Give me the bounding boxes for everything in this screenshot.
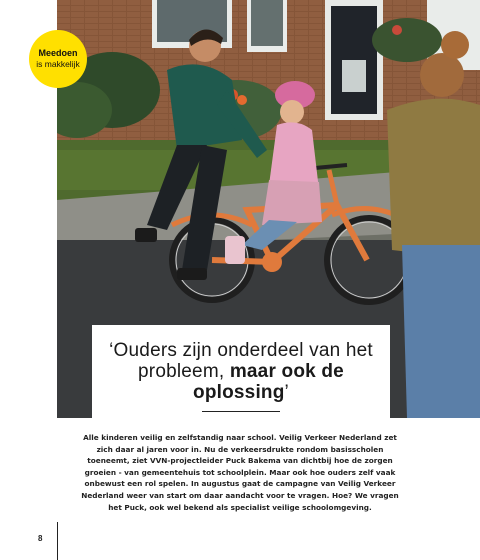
- pull-quote-close: ’: [284, 382, 289, 403]
- pull-quote-box: [92, 325, 390, 418]
- quote-divider: [202, 411, 280, 412]
- badge: [29, 30, 87, 88]
- page-number: 8: [38, 534, 43, 543]
- pull-quote-emphasis: maar ook de oplossing: [193, 361, 344, 403]
- pull-quote: [102, 340, 380, 403]
- intro-paragraph: Alle kinderen veilig en zelfstandig naar school. Veilig Verkeer Nederland zet zich daar al jaren voor in. Nu de verkeersdrukte rondom basisscholen toeneemt, ziet VVN-projectleider Puck Bakema van dichtbij hoe de zorgen groeien - van gemeentehuis tot schoolplein. Maar ook hoe ouders zelf vaak onbewust een rol spelen. In augustus gaat de campagne van Veilig Verkeer Nederland weer van start om daar aandacht voor te vragen. Hoe? We vragen het Puck, ook wel bekend als specialist veilige schoolomgeving.: [81, 433, 399, 512]
- badge-title: Meedoen: [38, 48, 78, 58]
- page-divider: [57, 522, 58, 560]
- badge-subtitle: is makkelijk: [36, 59, 80, 69]
- pull-quote-text: ‘Ouders zijn onderdeel van het probleem,: [109, 340, 373, 382]
